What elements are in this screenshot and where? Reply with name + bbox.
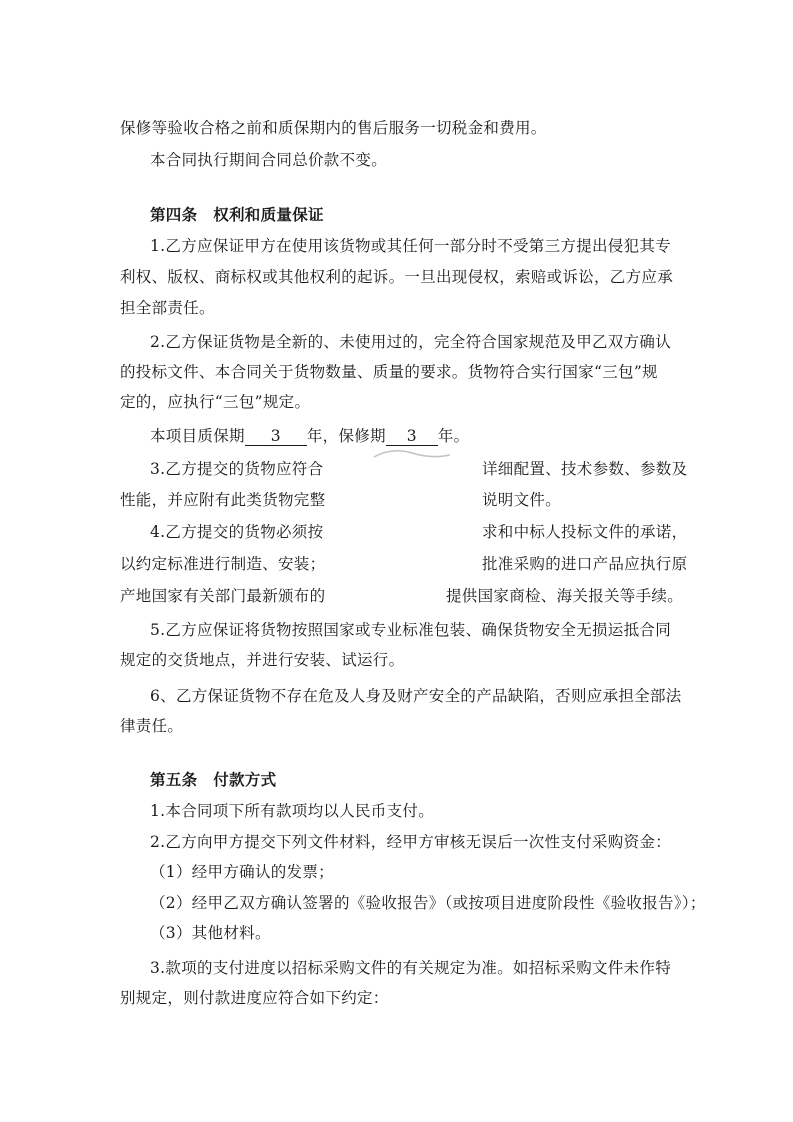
text-line: 利权、版权、商标权或其他权利的起诉。一旦出现侵权，索赔或诉讼，乙方应承 <box>120 268 674 286</box>
text-line: 产地国家有关部门最新颁布的 <box>120 587 326 605</box>
text-line: （2）经甲乙双方确认签署的《验收报告》（或按项目进度阶段性《验收报告》）； <box>150 894 706 912</box>
text-line: 规定的交货地点，并进行安装、试运行。 <box>120 651 405 669</box>
text-line: 以约定标准进行制造、安装； <box>120 555 326 573</box>
text-line: 1.乙方应保证甲方在使用该货物或其任何一部分时不受第三方提出侵犯其专 <box>150 237 671 255</box>
text-line: 别规定，则付款进度应符合如下约定： <box>120 989 389 1007</box>
text-line: 3.款项的支付进度以招标采购文件的有关规定为准。如招标采购文件未作特 <box>150 959 671 977</box>
text-line: 律责任。 <box>120 717 184 735</box>
text-line: 的投标文件、本合同关于货物数量、质量的要求。货物符合实行国家“三包”规 <box>120 363 658 381</box>
warranty-line <box>150 426 469 446</box>
repair-period-value: 3 <box>386 427 438 446</box>
text-line: 求和中标人投标文件的承诺， <box>482 523 688 541</box>
text-line: 提供国家商检、海关报关等手续。 <box>446 587 684 605</box>
section-heading-article-4: 第四条 权利和质量保证 <box>150 205 324 224</box>
scan-smudge-mark <box>372 447 452 459</box>
warranty-suffix: 年。 <box>437 427 470 445</box>
quality-period-value: 3 <box>245 427 307 446</box>
warranty-label: 本项目质保期 <box>150 427 245 445</box>
text-line: 说明文件。 <box>482 491 562 509</box>
text-line: 性能，并应附有此类货物完整 <box>120 491 326 509</box>
text-line: 1.本合同项下所有款项均以人民币支付。 <box>150 802 434 820</box>
text-line: 详细配置、技术参数、参数及 <box>482 460 688 478</box>
text-line: 定的，应执行“三包”规定。 <box>120 393 311 411</box>
text-line: 2.乙方保证货物是全新的、未使用过的，完全符合国家规范及甲乙双方确认 <box>150 333 671 351</box>
text-line: 3.乙方提交的货物应符合 <box>150 460 324 478</box>
text-line: 4.乙方提交的货物必须按 <box>150 523 324 541</box>
text-line: （3）其他材料。 <box>150 924 271 942</box>
text-line: 担全部责任。 <box>120 299 215 317</box>
text-line: 批准采购的进口产品应执行原 <box>482 555 688 573</box>
text-line: （1）经甲方确认的发票； <box>150 863 334 881</box>
warranty-mid: 年，保修期 <box>306 427 386 445</box>
text-line: 本合同执行期间合同总价款不变。 <box>150 151 388 169</box>
text-line: 保修等验收合格之前和质保期内的售后服务一切税金和费用。 <box>120 119 547 137</box>
text-line: 5.乙方应保证将货物按照国家或专业标准包装、确保货物安全无损运抵合同 <box>150 621 671 639</box>
section-heading-article-5: 第五条 付款方式 <box>150 770 277 789</box>
text-line: 2.乙方向甲方提交下列文件材料，经甲方审核无误后一次性支付采购资金： <box>150 833 671 851</box>
text-line: 6、乙方保证货物不存在危及人身及财产安全的产品缺陷，否则应承担全部法 <box>150 687 682 705</box>
